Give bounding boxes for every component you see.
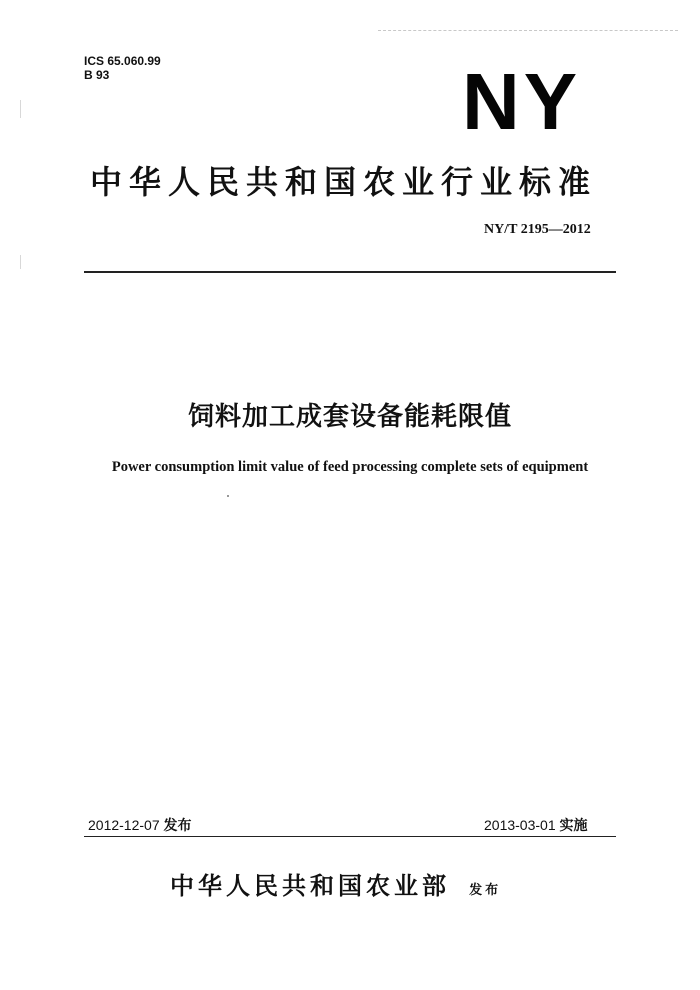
standard-number: NY/T 2195—2012 — [484, 222, 591, 237]
implementation-label: 实施 — [559, 817, 588, 833]
scan-edge-mark — [20, 255, 21, 269]
scan-speck — [227, 495, 229, 497]
ccs-code: B 93 — [84, 68, 110, 82]
implementation-date-line — [484, 815, 588, 835]
header-divider — [84, 271, 616, 273]
ny-logo: NY — [462, 57, 582, 146]
standard-type-title: 中华人民共和国农业行业标准 — [90, 163, 598, 201]
document-title-en: Power consumption limit value of feed processing complete sets of equipment — [111, 459, 589, 475]
publisher-action: 发布 — [469, 883, 502, 898]
issue-label: 发布 — [163, 817, 192, 833]
footer-divider — [84, 836, 616, 837]
issue-date: 2012-12-07 — [88, 817, 160, 833]
publisher-name: 中华人民共和国农业部 — [170, 872, 450, 900]
classification-codes — [84, 54, 161, 82]
publisher-line — [170, 866, 501, 901]
document-title-cn: 饲料加工成套设备能耗限值 — [187, 402, 512, 432]
ics-code: ICS 65.060.99 — [84, 54, 161, 68]
scan-edge-mark — [20, 100, 21, 118]
issue-date-line — [88, 815, 192, 835]
scan-top-marks — [378, 30, 678, 32]
implementation-date: 2013-03-01 — [484, 817, 556, 833]
